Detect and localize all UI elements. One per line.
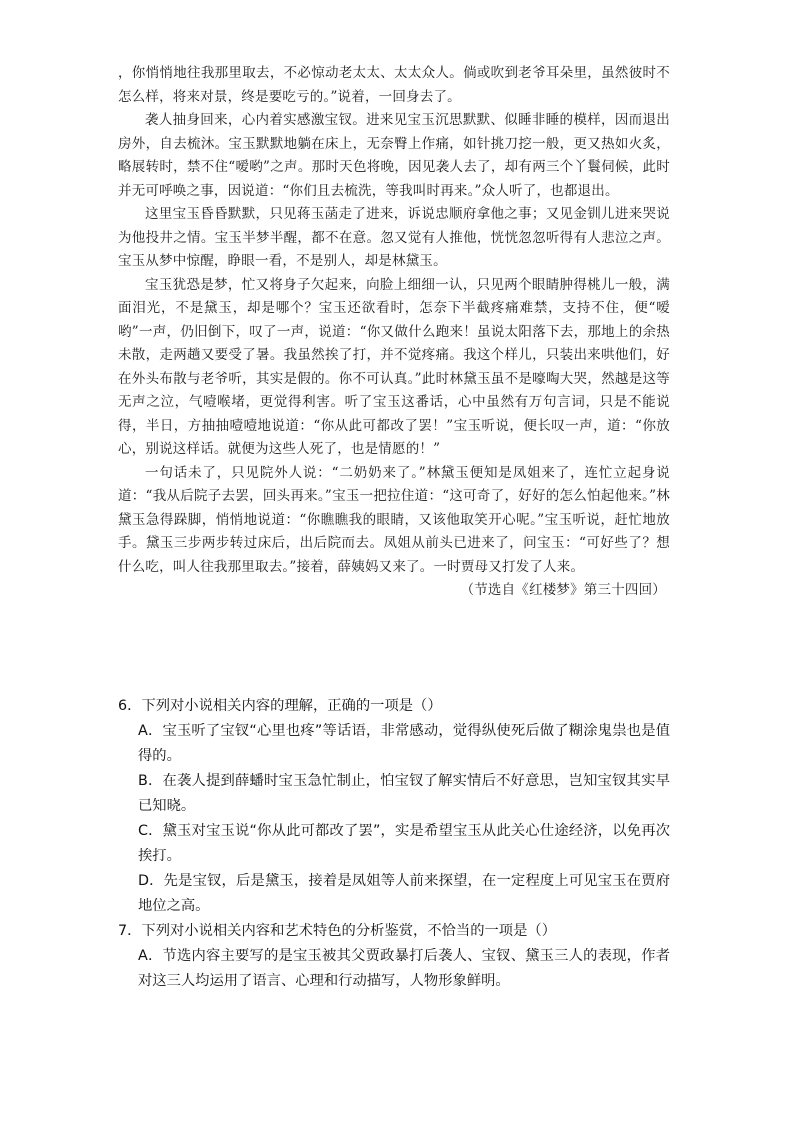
novel-excerpt xyxy=(118,62,670,603)
question-stem: 7．下列对小说相关内容和艺术特色的分析鉴赏，不恰当的一项是（） xyxy=(118,923,556,939)
excerpt-source: （节选自《红楼梦》第三十四回） xyxy=(460,582,666,598)
question-6 xyxy=(118,694,670,919)
option-d: D．先是宝钗，后是黛玉，接着是凤姐等人前来探望，在一定程度上可见宝玉在贾府地位之高。 xyxy=(138,873,670,914)
paragraph: 一句话未了，只见院外人说：“二奶奶来了。”林黛玉便知是凤姐来了，连忙立起身说道：“我从后院子去罢，回头再来。”宝玉一把拉住道：“这可奇了，好好的怎么怕起他来。”林黛玉急得跺脚，悄悄地说道：“你瞧瞧我的眼睛，又该他取笑开心呢。”宝玉听说，赶忙地放手。黛玉三步两步转过床后，出后院而去。凤姐从前头已进来了，问宝玉：“可好些了？想什么吃，叫人往我那里取去。”接着，薛姨妈又来了。一时贾母又打发了人来。 xyxy=(118,464,670,575)
question-stem: 6．下列对小说相关内容的理解，正确的一项是（） xyxy=(118,698,442,714)
question-7 xyxy=(118,919,670,994)
option-b: B．在袭人提到薛蟠时宝玉急忙制止，怕宝钗了解实情后不好意思，岂知宝钗其实早已知晓。 xyxy=(138,773,670,814)
paragraph: 袭人抽身回来，心内着实感激宝钗。进来见宝玉沉思默默、似睡非睡的模样，因而退出房外，自去梳沐。宝玉默默地躺在床上，无奈臀上作痛，如针挑刀挖一般，更又热如火炙，略展转时，禁不住“嗳哟”之声。那时天色将晚，因见袭人去了，却有两三个丫鬟伺候，此时并无可呼唤之事，因说道：“你们且去梳洗，等我叫时再来。”众人听了，也都退出。 xyxy=(118,112,670,199)
question-list xyxy=(118,694,670,994)
option-a: A．宝玉听了宝钗“心里也疼”等话语，非常感动，觉得纵使死后做了糊涂鬼祟也是值得的。 xyxy=(138,723,670,764)
paragraph: 宝玉犹恐是梦，忙又将身子欠起来，向脸上细细一认，只见两个眼睛肿得桃儿一般，满面泪光，不是黛玉，却是哪个？宝玉还欲看时，怎奈下半截疼痛难禁，支持不住，便“嗳哟”一声，仍旧倒下，叹了一声，说道：“你又做什么跑来！虽说太阳落下去，那地上的余热未散，走两趟又要受了暑。我虽然挨了打，并不觉疼痛。我这个样儿，只装出来哄他们，好在外头布散与老爷听，其实是假的。你不可认真。”此时林黛玉虽不是嚎啕大哭，然越是这等无声之泣，气噎喉堵，更觉得利害。听了宝玉这番话，心中虽然有万句言词，只是不能说得，半日，方抽抽噎噎地说道：“你从此可都改了罢！”宝玉听说，便长叹一声，道：“你放心，别说这样话。就便为这些人死了，也是情愿的！” xyxy=(118,276,670,457)
paragraph: 这里宝玉昏昏默默，只见蒋玉菡走了进来，诉说忠顺府拿他之事；又见金钏儿进来哭说为他投井之情。宝玉半梦半醒，都不在意。忽又觉有人推他，恍恍忽忽听得有人悲泣之声。宝玉从梦中惊醒，睁眼一看，不是别人，却是林黛玉。 xyxy=(118,206,670,269)
option-a: A．节选内容主要写的是宝玉被其父贾政暴打后袭人、宝钗、黛玉三人的表现，作者对这三人均运用了语言、心理和行动描写，人物形象鲜明。 xyxy=(138,948,670,989)
option-c: C．黛玉对宝玉说“你从此可都改了罢”，实是希望宝玉从此关心仕途经济，以免再次挨打。 xyxy=(138,823,670,864)
paragraph: ，你悄悄地往我那里取去，不必惊动老太太、太太众人。倘或吹到老爷耳朵里，虽然彼时不怎么样，将来对景，终是要吃亏的。”说着，一回身去了。 xyxy=(118,65,670,105)
